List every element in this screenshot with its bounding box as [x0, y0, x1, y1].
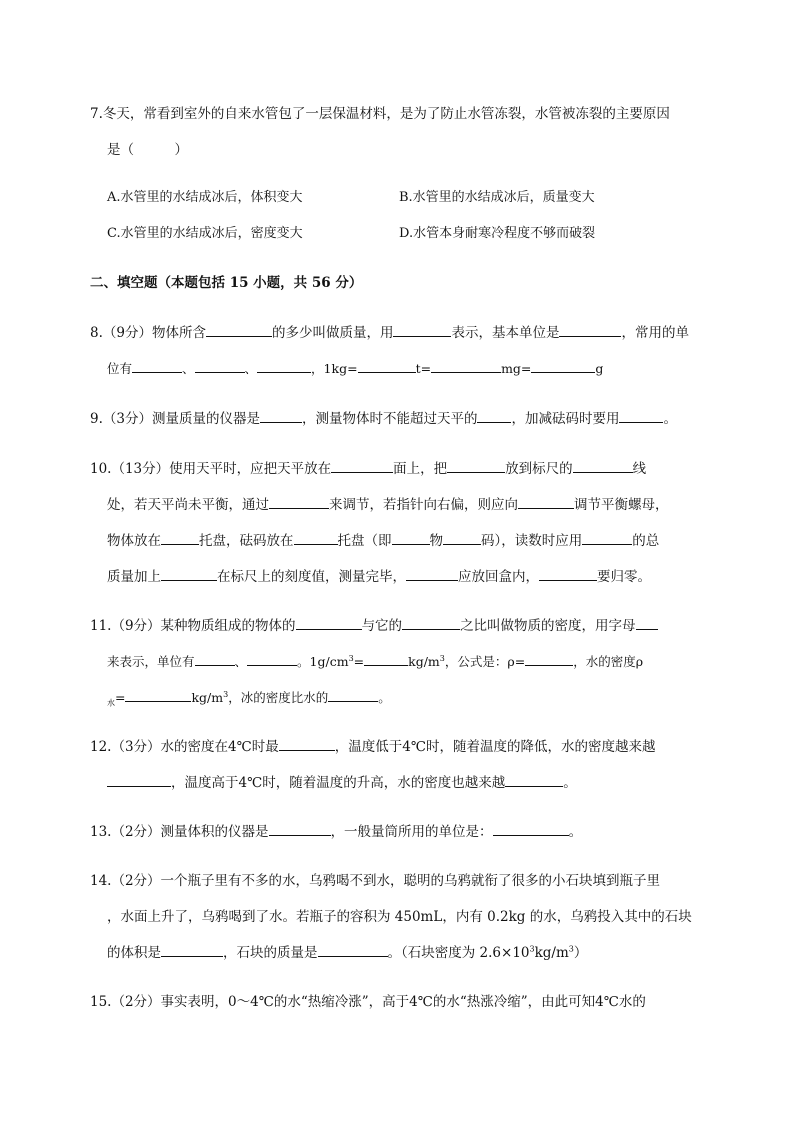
- q7-line1: 7.冬天，常看到室外的自来水管包了一层保温材料，是为了防止水管冻裂，水管被冻裂的主要原因: [90, 106, 670, 122]
- q8-text: 的多少叫做质量，用: [271, 325, 394, 341]
- q14-text: 。（石块密度为 2.6×10: [387, 945, 530, 961]
- q13-text: 。: [568, 824, 583, 840]
- answer-blank[interactable]: [431, 360, 501, 373]
- q10-text: 调节平衡螺母，: [574, 497, 669, 513]
- q11-text: ，水的密度ρ: [573, 654, 644, 669]
- answer-blank[interactable]: [406, 568, 458, 581]
- answer-blank[interactable]: [195, 360, 245, 373]
- q11-text: 与它的: [361, 618, 403, 634]
- q10-text: 的总: [632, 533, 660, 549]
- q13-text: 13.（2分）测量体积的仪器是: [90, 824, 269, 840]
- answer-blank[interactable]: [269, 496, 329, 509]
- answer-blank[interactable]: [443, 532, 481, 545]
- q7-option-b: B.水管里的水结成冰后，质量变大: [399, 190, 595, 205]
- answer-blank[interactable]: [161, 568, 217, 581]
- superscript: 3: [439, 653, 445, 663]
- q8-text: 8.（9分）物体所含: [90, 325, 206, 341]
- answer-blank[interactable]: [477, 410, 511, 423]
- q11-text: kg/m: [408, 654, 440, 669]
- answer-blank[interactable]: [132, 360, 182, 373]
- answer-blank[interactable]: [393, 324, 451, 337]
- q12-line2: [107, 773, 577, 793]
- q10-line4: [107, 567, 651, 587]
- answer-blank[interactable]: [279, 738, 335, 751]
- q11-line1: [90, 616, 658, 636]
- superscript: 3: [529, 944, 535, 954]
- answer-blank[interactable]: [582, 532, 632, 545]
- answer-blank[interactable]: [539, 568, 597, 581]
- answer-blank[interactable]: [195, 653, 235, 666]
- q10-text: 面上，把: [393, 461, 448, 477]
- answer-blank[interactable]: [364, 653, 408, 666]
- q14-line2: ，水面上升了，乌鸦喝到了水。若瓶子的容积为 450mL，内有 0.2kg 的水，乌鸦投入其中的石块: [107, 909, 692, 925]
- answer-blank[interactable]: [318, 944, 388, 957]
- superscript: 3: [348, 653, 354, 663]
- q11-text: ，冰的密度比水的: [228, 690, 329, 705]
- q11-text: kg/m: [191, 690, 224, 705]
- q15-line1: 15.（2分）事实表明，0～4℃的水“热缩冷涨”，高于4℃的水“热涨冷缩”，由此可知4℃水的: [90, 994, 646, 1010]
- answer-blank[interactable]: [269, 823, 331, 836]
- q13-line1: [90, 822, 582, 842]
- answer-blank[interactable]: [619, 410, 663, 423]
- q10-text: 质量加上: [107, 569, 161, 585]
- q14-text: kg/m: [534, 945, 569, 961]
- q10-text: 码），读数时应用: [481, 533, 583, 549]
- q11-text: 11.（9分）某种物质组成的物体的: [90, 618, 296, 634]
- q10-text: 物体放在: [107, 533, 161, 549]
- answer-blank[interactable]: [518, 496, 574, 509]
- q11-text: 。1g/cm: [297, 654, 349, 669]
- q14-text: 的体积是: [107, 945, 161, 961]
- answer-blank[interactable]: [402, 617, 460, 630]
- q8-text: ，1kg=: [311, 361, 358, 376]
- q10-text: 来调节，若指针向右偏，则应向: [329, 497, 518, 513]
- answer-blank[interactable]: [331, 460, 393, 473]
- q12-text: 。: [563, 775, 577, 791]
- q11-line2: [107, 652, 643, 672]
- q12-text: 12.（3分）水的密度在4℃时最: [90, 739, 279, 755]
- q8-text: g: [595, 361, 604, 376]
- q11-text: 、: [234, 654, 248, 669]
- q8-text: ，常用的单: [621, 325, 689, 341]
- superscript: 3: [568, 944, 574, 954]
- subscript: 水: [107, 698, 115, 708]
- q7-option-d: D.水管本身耐寒冷程度不够而破裂: [399, 226, 596, 241]
- q10-text: 在标尺上的刻度值，测量完毕，: [217, 569, 406, 585]
- q8-text: 、: [182, 361, 195, 376]
- q10-text: 处，若天平尚未平衡，通过: [107, 497, 269, 513]
- q14-line3: [107, 943, 587, 963]
- answer-blank[interactable]: [125, 689, 191, 702]
- q10-line1: [90, 459, 646, 479]
- q7-option-c: C.水管里的水结成冰后，密度变大: [107, 226, 303, 241]
- q11-line3: [107, 688, 391, 708]
- q10-text: 10.（13分）使用天平时，应把天平放在: [90, 461, 332, 477]
- answer-blank[interactable]: [247, 653, 297, 666]
- q7-option-a: A.水管里的水结成冰后，体积变大: [107, 190, 303, 205]
- answer-blank[interactable]: [559, 324, 621, 337]
- answer-blank[interactable]: [328, 689, 378, 702]
- answer-blank[interactable]: [107, 774, 171, 787]
- q8-line1: [90, 323, 689, 343]
- answer-blank[interactable]: [260, 410, 302, 423]
- q9-text: ，加减砝码时要用: [511, 411, 620, 427]
- answer-blank[interactable]: [493, 823, 569, 836]
- q11-text: 。: [378, 690, 391, 705]
- answer-blank[interactable]: [447, 460, 505, 473]
- superscript: 3: [223, 689, 229, 699]
- answer-blank[interactable]: [573, 460, 633, 473]
- q12-text: ，温度低于4℃时，随着温度的降低，水的密度越来越: [334, 739, 656, 755]
- q9-text: 。: [663, 411, 677, 427]
- q13-text: ，一般量筒所用的单位是：: [330, 824, 493, 840]
- answer-blank[interactable]: [358, 360, 416, 373]
- answer-blank[interactable]: [257, 360, 311, 373]
- q10-text: 应放回盒内，: [458, 569, 539, 585]
- q10-text: 要归零。: [597, 569, 651, 585]
- q11-text: 来表示，单位有: [107, 654, 195, 669]
- q9-text: ，测量物体时不能超过天平的: [301, 411, 478, 427]
- q12-text: ，温度高于4℃时，随着温度的升高，水的密度也越来越: [171, 775, 506, 791]
- q14-text: ）: [573, 945, 588, 961]
- q10-text: 物: [429, 533, 443, 549]
- answer-blank[interactable]: [636, 617, 658, 630]
- q14-text: ，石块的质量是: [223, 945, 318, 961]
- q11-text: 之比叫做物质的密度，用字母: [460, 618, 636, 634]
- q14-line1: 14.（2分）一个瓶子里有不多的水，乌鸦喝不到水，聪明的乌鸦就衔了很多的小石块填到瓶子里: [90, 873, 661, 889]
- answer-blank[interactable]: [525, 653, 573, 666]
- q8-text: 位有: [107, 361, 133, 376]
- answer-blank[interactable]: [392, 532, 430, 545]
- answer-blank[interactable]: [505, 774, 563, 787]
- answer-blank[interactable]: [206, 324, 272, 337]
- q8-line2: [107, 359, 603, 379]
- answer-blank[interactable]: [161, 944, 223, 957]
- q11-text: =: [115, 690, 126, 705]
- q10-text: 托盘，砝码放在: [199, 533, 294, 549]
- q8-text: 、: [244, 361, 258, 376]
- q11-text: ，公式是：ρ=: [444, 654, 526, 669]
- q10-line2: [107, 495, 669, 515]
- q10-text: 放到标尺的: [505, 461, 573, 477]
- q7-line2: 是（ ）: [107, 142, 188, 158]
- q9-text: 9.（3分）测量质量的仪器是: [90, 411, 260, 427]
- answer-blank[interactable]: [294, 532, 338, 545]
- q11-text: =: [353, 654, 365, 669]
- section-heading-fill-in: 二、填空题（本题包括 15 小题，共 56 分）: [90, 275, 363, 291]
- q10-text: 托盘（即: [337, 533, 392, 549]
- q10-line3: [107, 531, 659, 551]
- q10-text: 线: [632, 461, 647, 477]
- q9-line1: [90, 409, 677, 429]
- q8-text: mg=: [501, 361, 532, 376]
- q8-text: 表示，基本单位是: [451, 325, 560, 341]
- q12-line1: [90, 737, 655, 757]
- q8-text: t=: [415, 361, 432, 376]
- answer-blank[interactable]: [296, 617, 362, 630]
- answer-blank[interactable]: [161, 532, 199, 545]
- answer-blank[interactable]: [531, 360, 595, 373]
